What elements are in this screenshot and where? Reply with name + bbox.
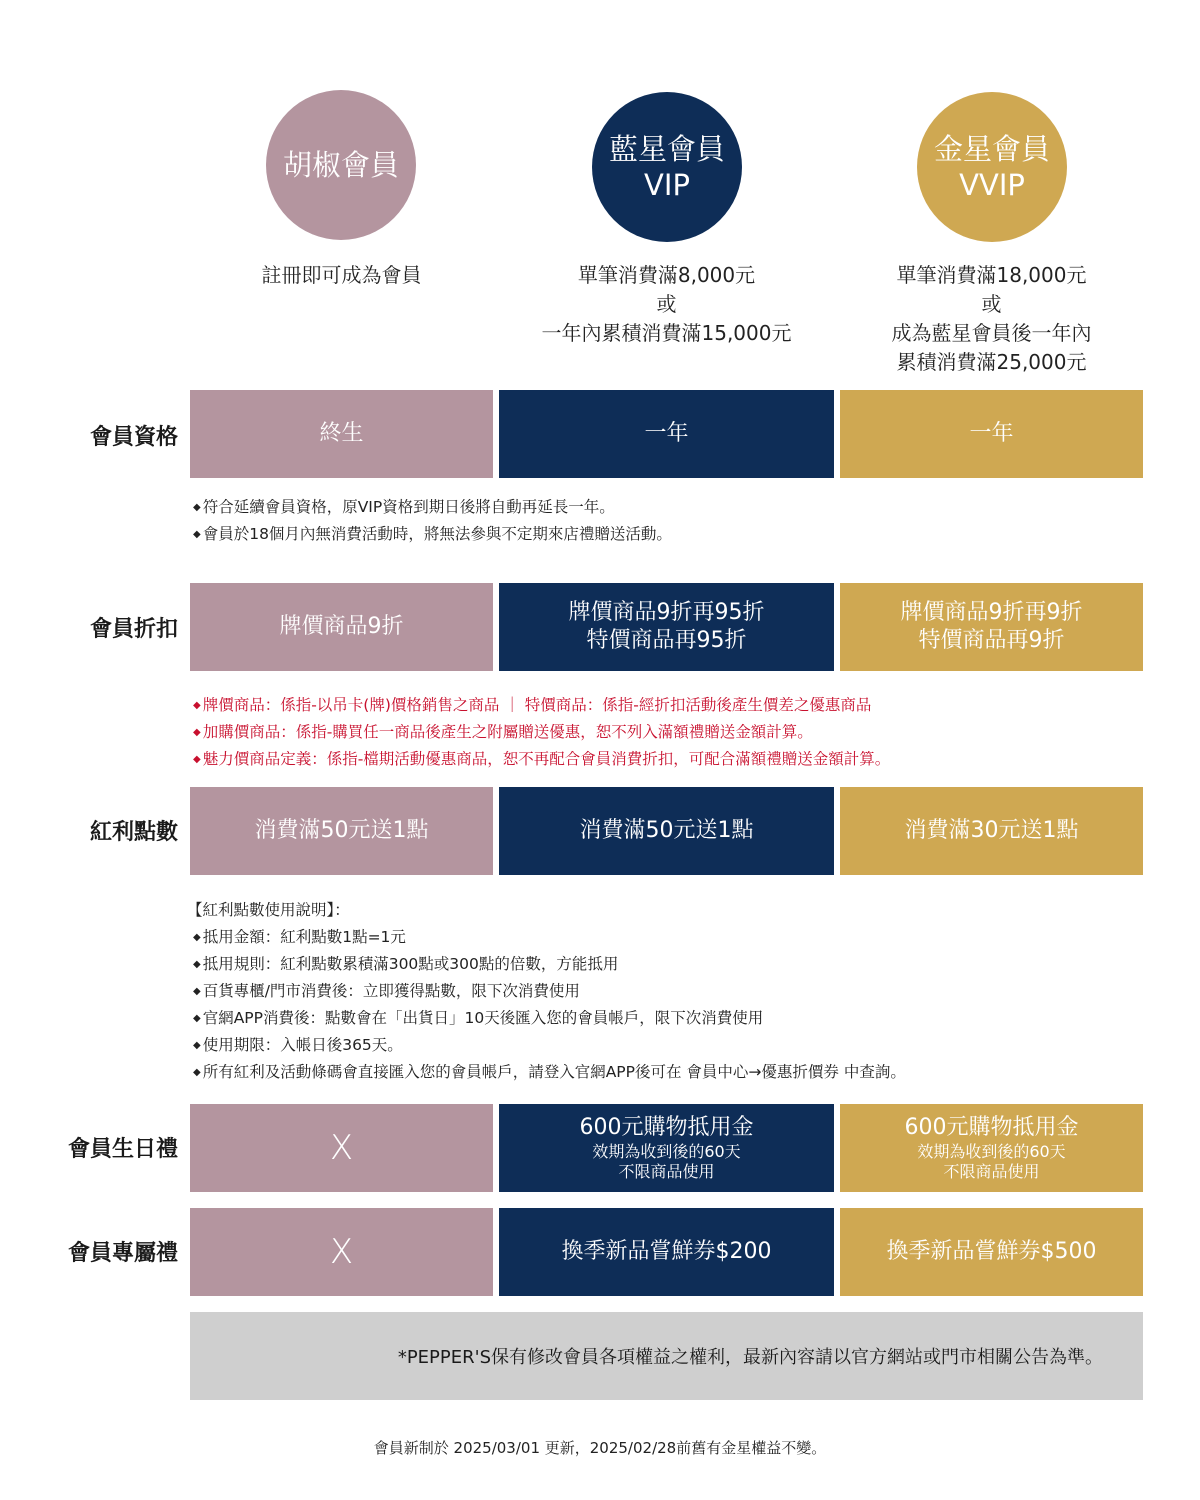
bullet-icon: ◆ [193, 959, 201, 970]
discount-cell-gold-star [840, 583, 1143, 671]
cell-subtext: 不限商品使用 [618, 1162, 715, 1181]
row-label-points: 紅利點數 [89, 820, 178, 845]
cell-text: 消費滿50元送1點 [254, 818, 429, 843]
row-label-exclusive: 會員專屬禮 [67, 1241, 178, 1266]
tier-requirement-blue-star [499, 261, 834, 348]
disclaimer-text: *PEPPER'S保有修改會員各項權益之權利，最新內容請以官方網站或門市相關公告為準。 [397, 1347, 1103, 1368]
row-label-birthday: 會員生日禮 [67, 1137, 178, 1162]
cell-text: 消費滿50元送1點 [579, 818, 754, 843]
discount-cell-blue-star [499, 583, 834, 671]
note-item [193, 719, 890, 746]
cell-subtext: 效期為收到後的60天 [592, 1142, 741, 1161]
note-text: 抵用金額：紅利點數1點=1元 [202, 928, 406, 946]
note-item [193, 1059, 906, 1086]
note-text: 符合延續會員資格，原VIP資格到期日後將自動再延長一年。 [202, 498, 615, 516]
requirement-line: 或 [656, 292, 677, 316]
discount-notes [193, 692, 890, 773]
tier-name: 藍星會員 [608, 132, 725, 166]
not-available-mark: X [329, 1232, 354, 1272]
requirement-line: 單筆消費滿8,000元 [577, 263, 756, 287]
note-text: 官網APP消費後：點數會在「出貨日」10天後匯入您的會員帳戶，限下次消費使用 [202, 1009, 764, 1027]
cell-text: 牌價商品9折再95折 [568, 600, 765, 625]
tier-badge-blue-star [592, 92, 742, 242]
birthday-cell-blue-star [499, 1104, 834, 1192]
note-item [193, 692, 890, 719]
bullet-icon: ◆ [193, 932, 201, 943]
exclusive-cell-blue-star [499, 1208, 834, 1296]
cell-text: 一年 [969, 421, 1014, 446]
note-item [193, 521, 672, 548]
requirement-line: 或 [981, 292, 1002, 316]
note-text: 使用期限：入帳日後365天。 [202, 1036, 403, 1054]
bullet-icon: ◆ [193, 1040, 201, 1051]
cell-text: 換季新品嘗鮮券$500 [886, 1239, 1097, 1264]
cell-text: 消費滿30元送1點 [904, 818, 1079, 843]
note-text: 所有紅利及活動條碼會直接匯入您的會員帳戶，請登入官網APP後可在 會員中心→優惠折價券 中查詢。 [202, 1063, 906, 1081]
note-text: 會員於18個月內無消費活動時，將無法參與不定期來店禮贈送活動。 [202, 525, 672, 543]
note-item [193, 1005, 906, 1032]
tier-name: 胡椒會員 [282, 148, 399, 182]
tier-level: VIP [644, 168, 690, 202]
cell-subtext: 效期為收到後的60天 [917, 1142, 1066, 1161]
cell-text: 換季新品嘗鮮券$200 [561, 1239, 772, 1264]
cell-text: 600元購物抵用金 [904, 1115, 1079, 1140]
tier-name: 金星會員 [933, 132, 1050, 166]
note-item [193, 1032, 906, 1059]
tier-requirement-pepper [190, 261, 493, 290]
points-cell-pepper [190, 787, 493, 875]
cell-text: 600元購物抵用金 [579, 1115, 754, 1140]
bullet-icon: ◆ [193, 1013, 201, 1024]
row-label-qualification: 會員資格 [89, 425, 178, 450]
requirement-line: 累積消費滿25,000元 [896, 350, 1087, 374]
note-text: 抵用規則：紅利點數累積滿300點或300點的倍數，方能抵用 [202, 955, 619, 973]
qualification-cell-blue-star [499, 390, 834, 478]
cell-text: 一年 [644, 421, 689, 446]
row-label-discount: 會員折扣 [89, 617, 178, 642]
discount-cell-pepper [190, 583, 493, 671]
tier-badge-gold-star [917, 92, 1067, 242]
cell-text: 牌價商品9折 [279, 614, 404, 639]
bullet-icon: ◆ [193, 986, 201, 997]
note-item [193, 494, 672, 521]
cell-text: 特價商品再9折 [918, 628, 1065, 653]
note-item [193, 951, 906, 978]
note-item [193, 746, 890, 773]
tier-requirement-gold-star [840, 261, 1143, 377]
cell-text: 特價商品再95折 [586, 628, 747, 653]
note-item [193, 978, 906, 1005]
cell-text: 牌價商品9折再9折 [900, 600, 1083, 625]
note-text: 魅力價商品定義：係指-檔期活動優惠商品，恕不再配合會員消費折扣，可配合滿額禮贈送金額計算。 [202, 750, 891, 768]
points-cell-blue-star [499, 787, 834, 875]
note-item [193, 924, 906, 951]
bullet-icon: ◆ [193, 502, 201, 513]
qualification-cell-pepper [190, 390, 493, 478]
points-notes [187, 897, 906, 1086]
exclusive-cell-gold-star [840, 1208, 1143, 1296]
requirement-line: 單筆消費滿18,000元 [896, 263, 1087, 287]
cell-text: 終生 [319, 421, 364, 446]
disclaimer-box [190, 1312, 1143, 1400]
points-notes-title: 【紅利點數使用說明】： [187, 901, 350, 919]
bullet-icon: ◆ [193, 754, 201, 765]
bullet-icon: ◆ [193, 700, 201, 711]
not-available-mark: X [329, 1128, 354, 1168]
note-text: 牌價商品：係指-以吊卡(牌)價格銷售之商品 ｜ 特價商品：係指-經折扣活動後產生價差之優惠商品 [202, 696, 872, 714]
requirement-line: 一年內累積消費滿15,000元 [541, 321, 792, 345]
exclusive-cell-pepper [190, 1208, 493, 1296]
footer-update-note: 會員新制於 2025/03/01 更新，2025/02/28前舊有金星權益不變。 [373, 1439, 827, 1457]
points-cell-gold-star [840, 787, 1143, 875]
qualification-cell-gold-star [840, 390, 1143, 478]
tier-level: VVIP [959, 168, 1025, 202]
requirement-line: 註冊即可成為會員 [261, 263, 422, 287]
requirement-line: 成為藍星會員後一年內 [891, 321, 1092, 345]
qualification-notes [193, 494, 672, 548]
tier-badge-pepper [266, 90, 416, 240]
bullet-icon: ◆ [193, 529, 201, 540]
note-text: 百貨專櫃/門市消費後：立即獲得點數，限下次消費使用 [202, 982, 580, 1000]
note-text: 加購價商品：係指-購買任一商品後產生之附屬贈送優惠，恕不列入滿額禮贈送金額計算。 [202, 723, 813, 741]
bullet-icon: ◆ [193, 1067, 201, 1078]
birthday-cell-gold-star [840, 1104, 1143, 1192]
bullet-icon: ◆ [193, 727, 201, 738]
cell-subtext: 不限商品使用 [943, 1162, 1040, 1181]
birthday-cell-pepper [190, 1104, 493, 1192]
